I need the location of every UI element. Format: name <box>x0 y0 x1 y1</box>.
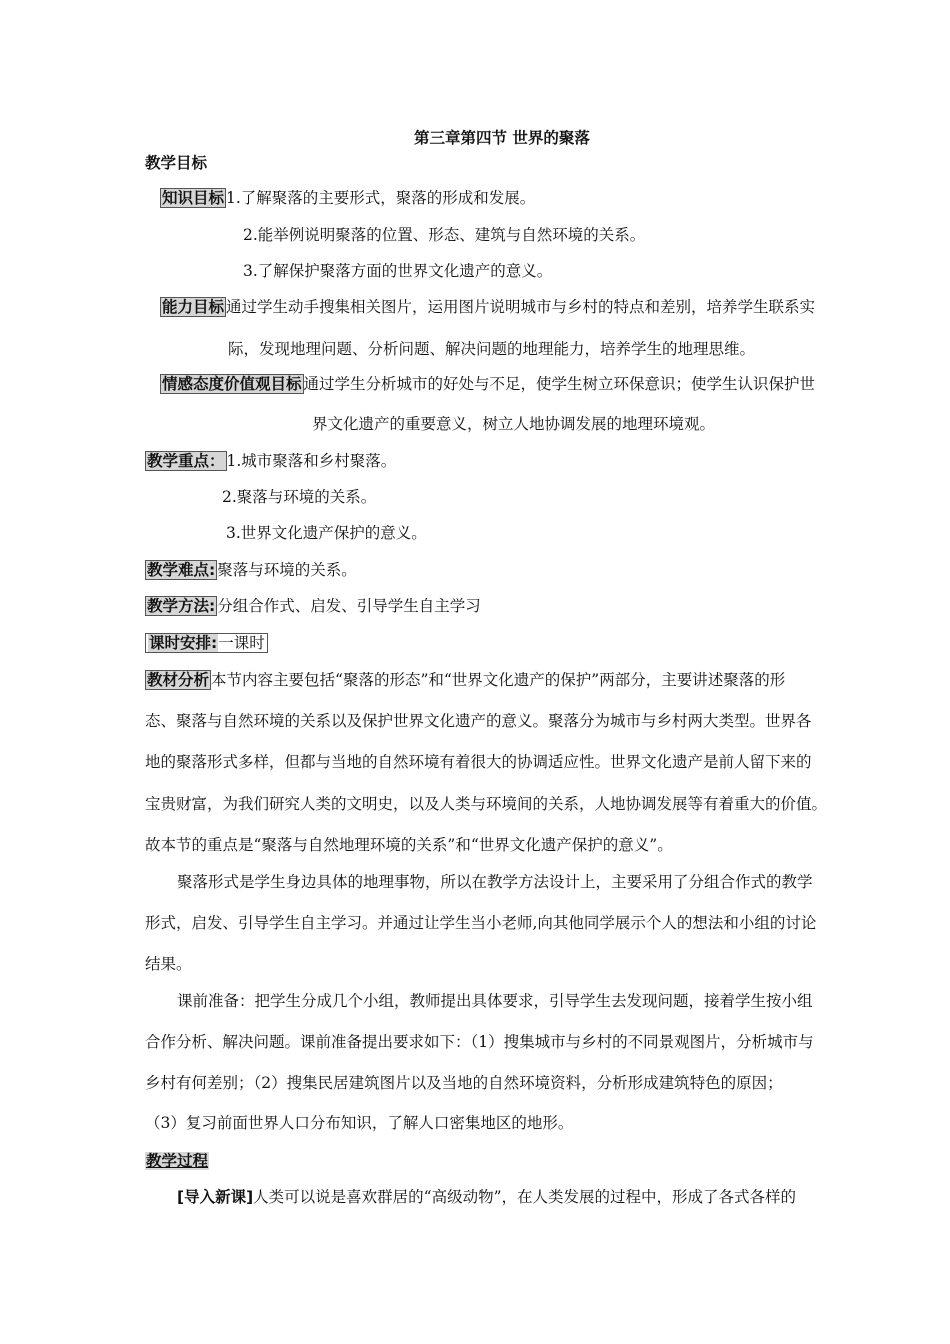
analysis-line-1 <box>145 670 785 690</box>
analysis-text: 故本节的重点是“聚落与自然地理环境的关系”和“世界文化遗产保护的意义”。 <box>145 836 673 854</box>
analysis-text: 本节内容主要包括“聚落的形态”和“世界文化遗产的保护”两部分，主要讲述聚落的形 <box>211 671 786 689</box>
difficulty-text: 聚落与环境的关系。 <box>217 561 357 579</box>
analysis-para3-text: 课前准备：把学生分成几个小组，教师提出具体要求，引导学生去发现问题，接着学生按小组 <box>177 992 813 1010</box>
ability-goal-label: 能力目标 <box>162 298 225 316</box>
knowledge-goal-item: 2.能举例说明聚落的位置、形态、建筑与自然环境的关系。 <box>243 226 646 244</box>
key-point-item: 3.世界文化遗产保护的意义。 <box>226 524 427 542</box>
analysis-text: 宝贵财富，为我们研究人类的文明史，以及人类与环境间的关系，人地协调发展等有着重大的价值。 <box>145 795 828 813</box>
emotion-goal-text: 通过学生分析城市的好处与不足，使学生树立环保意识；使学生认识保护世 <box>303 375 816 393</box>
key-points-line-1 <box>145 451 396 471</box>
analysis-para3-text: 乡村有何差别；（2）搜集民居建筑图片以及当地的自然环境资料，分析形成建筑特色的原因； <box>145 1074 783 1092</box>
knowledge-goal-line-1 <box>160 188 535 208</box>
difficulty-line <box>145 560 357 580</box>
schedule-line <box>145 633 268 653</box>
knowledge-goal-item: 3.了解保护聚落方面的世界文化遗产的意义。 <box>243 262 553 280</box>
knowledge-goal-item: 1.了解聚落的主要形式，聚落的形成和发展。 <box>226 189 536 207</box>
analysis-para3-text: 合作分析、解决问题。课前准备提出要求如下：（1）搜集城市与乡村的不同景观图片，分析城市与 <box>145 1033 814 1051</box>
process-heading-line <box>145 1151 209 1171</box>
schedule-text: 一课时 <box>218 634 265 652</box>
analysis-para2-text: 结果。 <box>145 955 192 973</box>
ability-goal-text: 际，发现地理问题、分析问题、解决问题的地理能力，培养学生的地理思维。 <box>228 340 756 358</box>
intro-text: 人类可以说是喜欢群居的“高级动物”，在人类发展的过程中，形成了各式各样的 <box>253 1188 797 1206</box>
intro-line <box>177 1187 796 1207</box>
process-label: 教学过程 <box>146 1152 209 1170</box>
analysis-para3-text: （3）复习前面世界人口分布知识，了解人口密集地区的地形。 <box>145 1114 574 1132</box>
difficulty-label: 教学难点: <box>147 561 216 579</box>
ability-goal-text: 通过学生动手搜集相关图片，运用图片说明城市与乡村的特点和差别，培养学生联系实 <box>226 298 816 316</box>
method-line <box>145 596 481 616</box>
intro-label: [导入新课] <box>177 1188 254 1206</box>
analysis-para2-text: 形式，启发、引导学生自主学习。并通过让学生当小老师,向其他同学展示个人的想法和小组的讨论 <box>145 914 817 932</box>
emotion-goal-label: 情感态度价值观目标 <box>162 375 302 393</box>
schedule-box <box>145 633 268 653</box>
method-text: 分组合作式、启发、引导学生自主学习 <box>217 597 481 615</box>
ability-goal-line-1 <box>160 297 815 317</box>
page-title: 第三章第四节 世界的聚落 <box>414 129 590 147</box>
emotion-goal-text: 界文化遗产的重要意义，树立人地协调发展的地理环境观。 <box>312 415 716 433</box>
analysis-para2-text: 聚落形式是学生身边具体的地理事物，所以在教学方法设计上，主要采用了分组合作式的教学 <box>177 873 813 891</box>
analysis-text: 态、聚落与自然环境的关系以及保护世界文化遗产的意义。聚落分为城市与乡村两大类型。世界各 <box>145 712 812 730</box>
schedule-label: 课时安排: <box>149 634 218 652</box>
analysis-text: 地的聚落形式多样，但都与当地的自然环境有着很大的协调适应性。世界文化遗产是前人留下来的 <box>145 753 812 771</box>
teaching-goals-heading: 教学目标 <box>145 154 208 172</box>
knowledge-goal-label: 知识目标 <box>162 189 225 207</box>
key-point-item: 1.城市聚落和乡村聚落。 <box>226 452 397 470</box>
method-label: 教学方法: <box>147 597 216 615</box>
key-point-item: 2.聚落与环境的关系。 <box>222 488 377 506</box>
emotion-goal-line-1 <box>160 374 815 394</box>
analysis-label: 教材分析 <box>147 671 210 689</box>
key-points-label: 教学重点： <box>147 452 225 470</box>
